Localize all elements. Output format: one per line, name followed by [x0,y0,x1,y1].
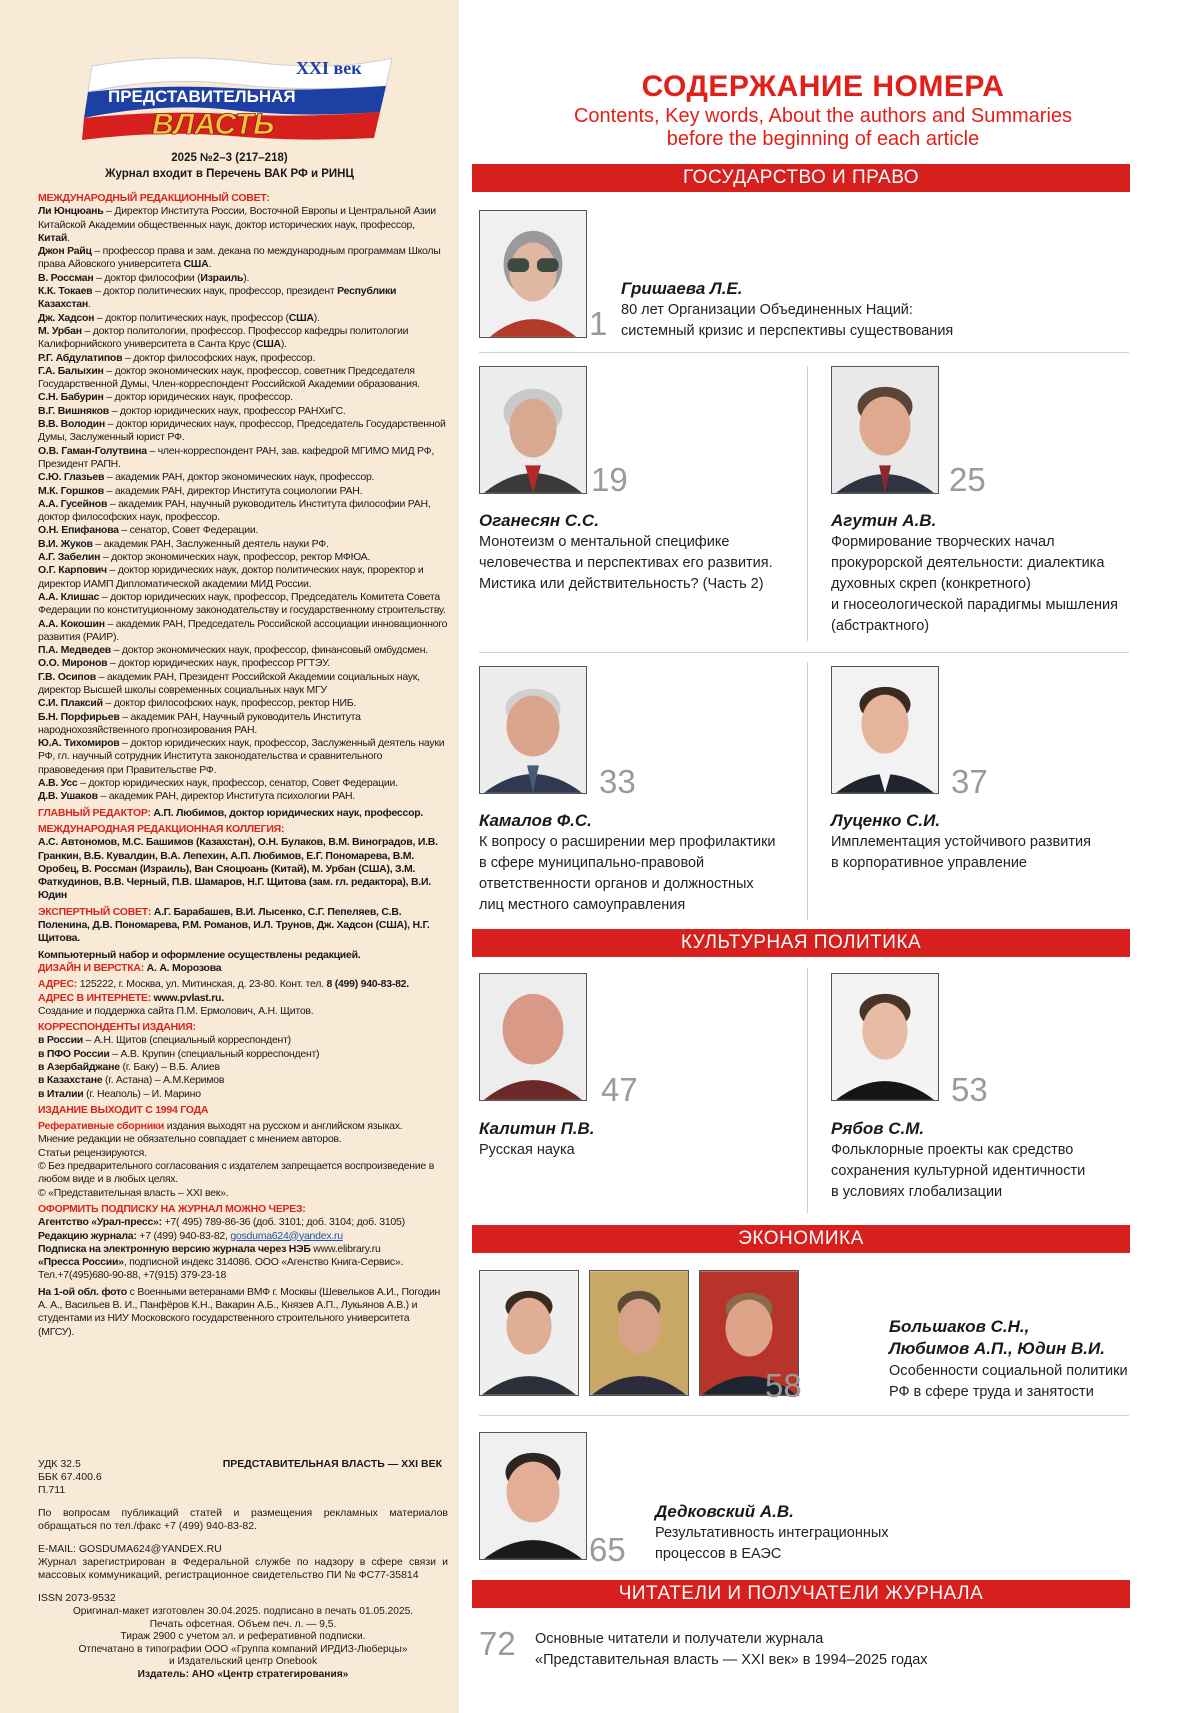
udk-row [38,1458,448,1497]
since-note: ИЗДАНИЕ ВЫХОДИТ С 1994 ГОДА [38,1103,209,1116]
contents-title: СОДЕРЖАНИЕ НОМЕРА [641,70,1005,103]
divider [807,366,808,641]
council-member: О.Г. Карпович – доктор юридических наук, доктор политических наук, проректор и директор ИАМП Дипломатической академии МИД России. [38,564,424,590]
council-member: В.И. Жуков – академик РАН, Заслуженный деятель науки РФ. [38,537,329,550]
council-member: С.Ю. Глазьев – академик РАН, доктор экономических наук, профессор. [38,471,375,484]
page-number: 33 [599,763,636,800]
council-member: М.К. Горшков – академик РАН, директор Института социологии РАН. [38,484,363,497]
publication-details [38,1458,448,1605]
page-number: 53 [951,1071,988,1108]
table-of-contents [459,0,1187,1713]
article-author: Любимов А.П., Юдин В.И. [889,1339,1105,1358]
author-photo [831,973,939,1101]
author-photo [479,210,587,338]
author-photo [831,366,939,494]
council-member: С.И. Плаксий – доктор философских наук, профессор, ректор НИБ. [38,697,357,710]
article-author: Рябов С.М. [831,1119,925,1138]
page-number: 47 [601,1071,638,1108]
article-title: Основные читатели и получатели журнала «Представительная власть — XXI век» в 1994–2025 годах [535,1631,928,1668]
article-author: Большаков С.Н., [889,1317,1030,1336]
council-member: П.А. Медведев – доктор экономических наук, профессор, финансовый омбудсмен. [38,644,428,657]
correspondent: в России – А.Н. Щитов (специальный корреспондент) [38,1034,291,1047]
address: АДРЕС: 125222, г. Москва, ул. Митинская, д. 23-80. Конт. тел. 8 (499) 940-83-82. [38,978,409,991]
editorial-board [38,192,448,1339]
article-author: Камалов Ф.С. [479,811,592,830]
ads-note: По вопросам публикаций статей и размещения рекламных материалов обращаться по тел./факс +7 (499) 940-83-82. [38,1507,448,1532]
page-number: 72 [479,1625,516,1662]
council-member: К.К. Токаев – доктор политических наук, профессор, президент Республики Казахстан. [38,285,397,311]
imprint-line: Тираж 2900 с учетом эл. и реферативной подписки. [120,1631,366,1643]
council-member: Г.В. Осипов – академик РАН, Президент Российской Академии социальных наук, директор Высшей школы современных социальных наук МГУ [38,670,420,696]
contents-subtitle-1: Contents, Key words, About the authors and Summaries [573,105,1073,127]
intl-council-title: МЕЖДУНАРОДНЫЙ РЕДАКЦИОННЫЙ СОВЕТ: [38,192,270,204]
section-header: ЭКОНОМИКА [472,1225,1130,1253]
council-member: Г.А. Балыхин – доктор экономических наук, профессор, советник Председателя Государственной Думы, Член-корреспондент Российской Академии образования. [38,364,420,391]
press-phone: Тел.+7(495)680-90-88, +7(915) 379-23-18 [38,1269,227,1282]
editorial-email-link[interactable]: gosduma624@yandex.ru [230,1229,343,1242]
copyright-1: © Без предварительного согласования с издателем запрещается воспроизведение в любом виде и в любых целях. [38,1160,435,1186]
expert-council: ЭКСПЕРТНЫЙ СОВЕТ: А.Г. Барабашев, В.И. Лысенко, С.Г. Пепеляев, С.В. Поленина, Д.В. Пономарева, Р.М. Романов, И.Л. Трунов, Дж. Хадсон (США), Н.Г. Щитова. [38,905,430,945]
article-title: 80 лет Организации Объединенных Наций: системный кризис и перспективы существования [621,302,954,339]
udk: УДК 32.5 [38,1458,81,1470]
correspondent: в Азербайджане (г. Баку) – В.Б. Алиев [38,1061,220,1073]
press-line: «Пресса России», подписной индекс 314086. ООО «Агенство Книга-Сервис». [38,1256,404,1269]
divider [807,662,808,920]
opinion-note: Мнение редакции не обязательно совпадает с мнением авторов. [38,1133,342,1146]
page-number: 58 [765,1367,802,1404]
council-member: В.В. Володин – доктор юридических наук, профессор, Председатель Государственной Думы, Заслуженный юрист РФ. [38,418,446,444]
section-header: ГОСУДАРСТВО И ПРАВО [472,164,1130,192]
council-member: А.А. Гусейнов – академик РАН, научный руководитель Института философии РАН, доктор философских наук, профессор. [38,497,431,524]
author-photo [589,1270,689,1396]
article-author: Агутин А.В. [831,511,937,530]
email-line: E-MAIL: GOSDUMA624@YANDEX.RU [38,1543,222,1555]
page-number: 1 [589,305,608,342]
author-photo [479,973,587,1101]
author-photo [479,666,587,794]
article-author: Калитин П.В. [479,1119,595,1138]
subscribe-title: ОФОРМИТЬ ПОДПИСКУ НА ЖУРНАЛ МОЖНО ЧЕРЕЗ: [38,1202,306,1215]
design-credit: ДИЗАЙН И ВЕРСТКА: А. А. Морозова [38,961,222,974]
cover-note: На 1-ой обл. фото с Военными ветеранами ВМФ г. Москвы (Шевельков А.И., Погодин А. А., Васильев В. И., Панфёров К.Н., Вакарин А.Б., Князев А.П., Лукьянов А.В.) и студентами из НИУ Московского государственного строительного университета (МГСУ). [38,1285,441,1338]
college-members: А.С. Автономов, М.С. Башимов (Казахстан), О.Н. Булаков, В.М. Виноградов, И.В. Гранкин, В.Б. Кувалдин, В.А. Лепехин, А.П. Любимов, Е.Г. Пономарева, В.М. Оробец, В. Россман (Израиль), Ван Сяоцюань (Китай), М. Урбан (США), З.М. Фаткудинов, В.В. Черный, П.В. Шамаров, Н.Г. Щитова (зам. гл. редактора), В.И. Юдин [38,836,438,902]
divider [479,652,1129,653]
typeset-note: Компьютерный набор и оформление осуществлены редакцией. [38,948,361,961]
correspondents-list [38,1034,448,1100]
imprint-line: Печать офсетная. Объем печ. л. — 9,5. [149,1618,337,1630]
editorial-sidebar [0,0,459,1713]
site-support: Создание и поддержка сайта П.М. Ермолович, А.Н. Щитов. [38,1004,314,1017]
council-member: А.А. Кокошин – академик РАН, Председатель Российской ассоциации инновационного развития (РАИР). [38,617,448,643]
council-member: А.А. Клишас – доктор юридических наук, профессор, Председатель Комитета Совета Федерации по конституционному законодательству и государственному строительству. [38,590,446,617]
article-author: Гришаева Л.Е. [621,279,743,298]
article-title: Результативность интеграционных процессов в ЕАЭС [655,1525,889,1562]
divider [479,1415,1129,1416]
article-title: Формирование творческих начал прокурорской деятельности: диалектика духовных скреп (конкретного) и гносеологической парадигмы мышления (абстрактного) [831,534,1119,634]
council-member: Джон Райц – профессор права и зам. декана по международным программам Школы права Айовского университета США. [38,245,441,271]
council-member: В. Россман – доктор философии (Израиль). [38,271,250,284]
council-member: А.Г. Забелин – доктор экономических наук, профессор, ректор МФЮА. [38,551,371,564]
college-title: МЕЖДУНАРОДНАЯ РЕДАКЦИОННАЯ КОЛЛЕГИЯ: [38,822,285,835]
copyright-2: © «Представительная власть – XXI век». [38,1186,229,1199]
article-title: Имплементация устойчивого развития в корпоративное управление [831,834,1091,871]
section-header: ЧИТАТЕЛИ И ПОЛУЧАТЕЛИ ЖУРНАЛА [472,1580,1130,1608]
council-member: Д.В. Ушаков – академик РАН, директор Института психологии РАН. [38,790,355,803]
page-number: 25 [949,461,986,498]
page-number: 37 [951,763,988,800]
correspondent: в Италии (г. Неаполь) – И. Марино [38,1087,201,1100]
correspondents-title: КОРРЕСПОНДЕНТЫ ИЗДАНИЯ: [38,1021,196,1034]
correspondent: в Казахстане (г. Астана) – А.М.Керимов [38,1074,225,1087]
issue-info [0,150,459,182]
divider [479,352,1129,353]
article-title: Русская наука [479,1142,575,1158]
author-photo [479,366,587,494]
council-member: Дж. Хадсон – доктор политических наук, профессор (США). [38,311,320,324]
imprint [38,1606,448,1682]
council-member: О.Н. Епифанова – сенатор, Совет Федерации. [38,524,259,537]
article-title: Фольклорные проекты как средство сохранения культурной идентичности в условиях глобализации [831,1142,1086,1200]
contents-subtitle-2: before the beginning of each article [666,128,980,150]
registration-note: Журнал зарегистрирован в Федеральной службе по надзору в сфере связи и массовых коммуникаций, регистрационное свидетельство ПИ № ФС77-35814 [38,1556,448,1581]
imprint-line: Отпечатано в типографии ООО «Группа компаний ИРДИЗ-Люберцы» [78,1643,408,1655]
article-title: Монотеизм о ментальной специфике человечества и перспективах его развития. Мистика или действительность? (Часть 2) [479,534,773,592]
council-member: Ю.А. Тихомиров – доктор юридических наук, профессор, Заслуженный деятель науки РФ, гл. научный сотрудник Института законодательства и сравнительного правоведения при Правительстве РФ. [38,737,445,776]
council-member: Р.Г. Абдулатипов – доктор философских наук, профессор. [38,351,316,364]
article-title: К вопросу о расширении мер профилактики в сфере муниципально-правовой ответственности органов и должностных лиц местного самоуправления [479,834,776,913]
council-member: В.Г. Вишняков – доктор юридических наук, профессор РАНХиГС. [38,404,346,417]
council-member: О.О. Миронов – доктор юридических наук, профессор РГТЭУ. [38,657,330,670]
reviewed-note: Статьи рецензируются. [38,1146,147,1159]
agency-line: Агентство «Урал-пресс»: +7( 495) 789-86-36 (доб. 3101; доб. 3104; доб. 3105) [38,1216,405,1229]
svg-text:ПРЕДСТАВИТЕЛЬНАЯ: ПРЕДСТАВИТЕЛЬНАЯ [108,87,296,106]
chief-editor: ГЛАВНЫЙ РЕДАКТОР: А.П. Любимов, доктор юридических наук, профессор. [38,806,424,819]
author-photo [831,666,939,794]
article-title: Особенности социальной политики РФ в сфере труда и занятости [889,1363,1128,1400]
journal-name: ПРЕДСТАВИТЕЛЬНАЯ ВЛАСТЬ — XXI ВЕК [222,1458,442,1470]
author-photo [479,1270,579,1396]
publisher-line: Издатель: АНО «Центр стратегирования» [137,1668,349,1680]
p-code: П.711 [38,1484,66,1496]
article-author: Оганесян С.С. [479,511,599,530]
website: АДРЕС В ИНТЕРНЕТЕ: www.pvlast.ru. [38,991,224,1004]
council-member: С.Н. Бабурин – доктор юридических наук, профессор. [38,391,293,404]
editorial-line: Редакцию журнала: +7 (499) 940-83-82, gosduma624@yandex.ru [38,1229,343,1242]
svg-text:ВЛАСТЬ: ВЛАСТЬ [152,108,275,140]
abstracts-note: Реферативные сборники издания выходят на русском и английском языках. [38,1120,403,1133]
journal-logo [82,52,400,140]
imprint-line: Оригинал-макет изготовлен 30.04.2025. подписано в печать 01.05.2025. [72,1606,414,1617]
page-number: 65 [589,1531,626,1568]
page-number: 19 [591,461,628,498]
correspondent: в ПФО России – А.В. Крупин (специальный корреспондент) [38,1047,320,1060]
article-author: Дедковский А.В. [655,1502,794,1521]
svg-text:XXI век: XXI век [296,58,362,78]
council-member: Б.Н. Порфирьев – академик РАН, Научный руководитель Института народнохозяйственного прогнозирования РАН. [38,710,361,736]
bbk: ББК 67.400.6 [38,1471,102,1483]
author-photo [479,1432,587,1560]
divider [807,968,808,1213]
section-header: КУЛЬТУРНАЯ ПОЛИТИКА [472,929,1130,957]
council-members [38,205,448,803]
council-member: О.В. Гаман-Голутвина – член-корреспондент РАН, зав. кафедрой МГИМО МИД РФ, Президент РАПН. [38,444,435,470]
council-member: Ли Юнцюань – Директор Института России, Восточной Европы и Центральной Азии Китайской Академии общественных наук, доктор исторических наук, профессор, Китай. [38,205,436,244]
issue-number: 2025 №2–3 (217–218) [171,152,288,164]
neb-line: Подписка на электронную версию журнала через НЭБ www.elibrary.ru [38,1242,381,1255]
issn: ISSN 2073-9532 [38,1592,116,1604]
council-member: А.В. Усс – доктор юридических наук, профессор, сенатор, Совет Федерации. [38,777,398,790]
council-member: М. Урбан – доктор политологии, профессор. Профессор кафедры политологии Калифорнийского университета в Санта Крус (США). [38,324,409,351]
vak-note: Журнал входит в Перечень ВАК РФ и РИНЦ [105,168,354,180]
article-author: Луценко С.И. [831,811,941,830]
imprint-line: и Издательский центр Onebook [168,1656,318,1668]
